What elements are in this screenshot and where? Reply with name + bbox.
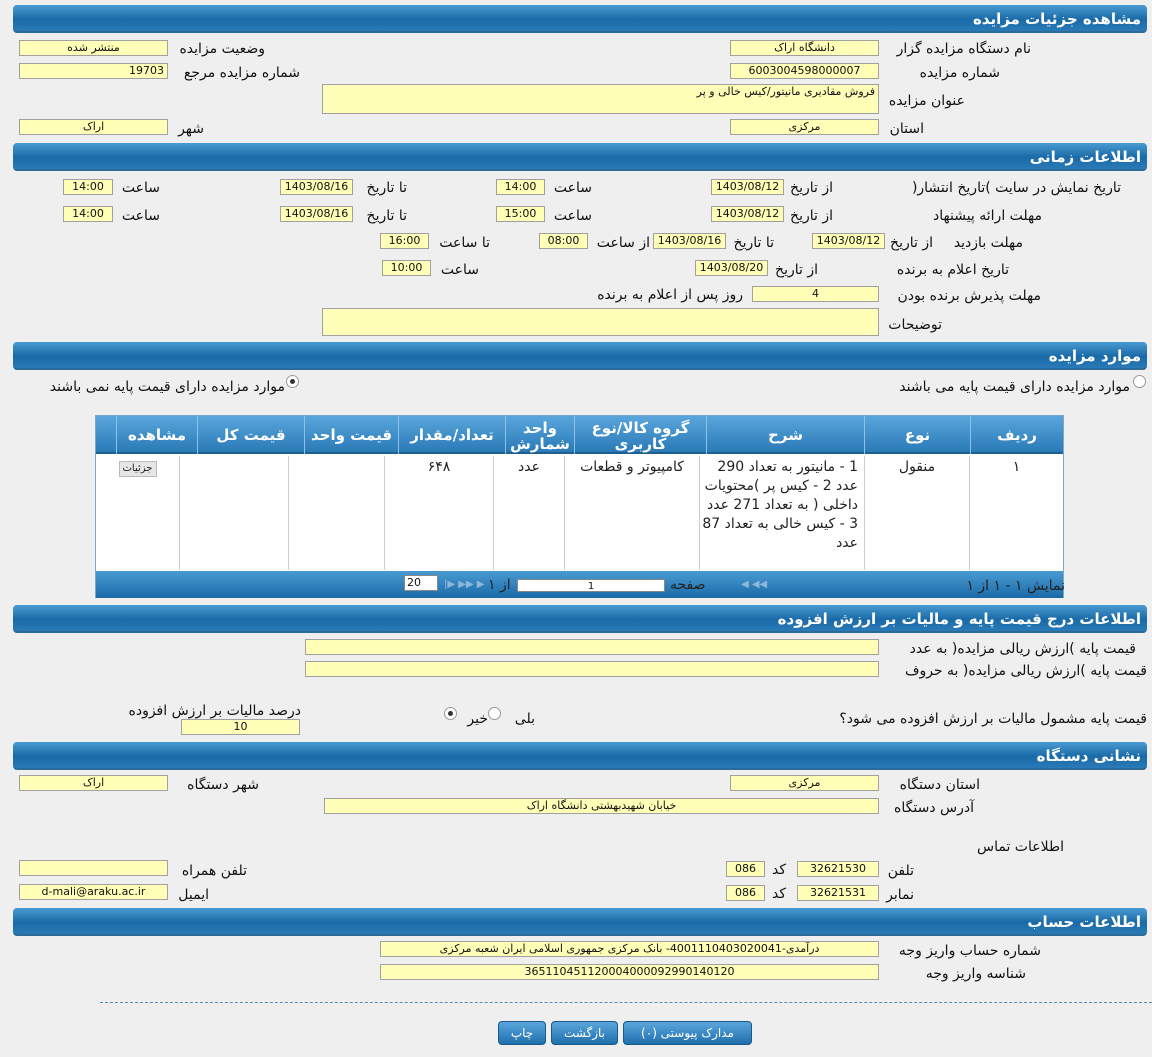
no-base-price-radio[interactable] — [286, 375, 299, 388]
pager-next-icons[interactable]: ◀◀ ◀ — [741, 579, 768, 590]
payment-id-label: شناسه واریز وجه — [925, 966, 1026, 982]
no-base-price-label: موارد مزایده دارای قیمت پایه نمی باشند — [49, 379, 285, 395]
section-header-org: نشانی دستگاه — [13, 742, 1147, 770]
pager-page-label: صفحه — [670, 577, 706, 593]
pager-prev-icons[interactable]: ▶ ▶▶ ▶| — [444, 579, 485, 590]
bid-time1-label: ساعت — [553, 208, 592, 224]
publish-to-field: 1403/08/16 — [280, 179, 353, 195]
account-no-field: درآمدی-4001110403020041- بانک مرکزی جمهوری اسلامی ایران شعبه مرکزی — [380, 941, 879, 957]
pager-page-input[interactable]: 1 — [517, 579, 665, 592]
vat-yes-radio[interactable] — [488, 707, 501, 720]
cell-type: منقول — [864, 456, 969, 570]
section-header-details: مشاهده جزئیات مزایده — [13, 5, 1147, 33]
org-province-field: مرکزی — [730, 775, 879, 791]
publish-time2-field: 14:00 — [63, 179, 113, 195]
acceptance-suffix: روز پس از اعلام به برنده — [597, 287, 743, 303]
visit-totime-field: 16:00 — [380, 233, 429, 249]
col-qty: تعداد/مقدار — [398, 416, 505, 454]
payment-id-field: 365110451120004000092990140120 — [380, 964, 879, 980]
col-desc: شرح — [706, 416, 864, 454]
org-address-field: خیابان شهیدبهشتی دانشگاه اراک — [324, 798, 879, 814]
visit-to-label: تا تاریخ — [733, 235, 774, 251]
city-field: اراک — [19, 119, 168, 135]
bid-time1-field: 15:00 — [496, 206, 545, 222]
email-label: ایمیل — [178, 887, 209, 903]
org-address-label: آدرس دستگاه — [894, 800, 974, 816]
bid-from-field: 1403/08/12 — [711, 206, 784, 222]
table-pager — [96, 571, 1063, 598]
cell-unit-price — [288, 456, 384, 570]
col-view: مشاهده — [116, 416, 197, 454]
vat-no-radio[interactable] — [444, 707, 457, 720]
section-header-items: موارد مزایده — [13, 342, 1147, 370]
bid-time2-label: ساعت — [121, 208, 160, 224]
fax-code-label: کد — [771, 886, 786, 902]
items-table-header — [96, 416, 1063, 454]
org-name-label: نام دستگاه مزایده گزار — [896, 41, 1031, 57]
pager-showing: نمایش ۱ - ۱ از ۱ — [966, 578, 1065, 594]
col-total: قیمت کل — [197, 416, 304, 454]
org-name-field: دانشگاه اراک — [730, 40, 879, 56]
visit-from-field: 1403/08/12 — [812, 233, 885, 249]
province-label: استان — [889, 121, 924, 137]
publish-time1-label: ساعت — [553, 180, 592, 196]
details-button[interactable]: جزئیات — [119, 461, 157, 477]
phone-code-label: کد — [771, 862, 786, 878]
acceptance-label: مهلت پذیرش برنده بودن — [897, 288, 1041, 304]
publish-date-label: تاریخ نمایش در سایت )تاریخ انتشار( — [911, 180, 1121, 196]
vat-pct-label: درصد مالیات بر ارزش افزوده — [128, 703, 301, 719]
city-label: شهر — [178, 121, 204, 137]
cell-total — [179, 456, 288, 570]
pager-of-label: از ۱ — [488, 577, 511, 593]
table-row — [96, 456, 1063, 570]
email-field: d-mali@araku.ac.ir — [19, 884, 168, 900]
title-label: عنوان مزایده — [888, 93, 965, 109]
title-field: فروش مقادیری مانیتور/کیس خالی و پر — [322, 84, 879, 114]
has-base-price-radio[interactable] — [1133, 375, 1146, 388]
col-type: نوع — [864, 416, 970, 454]
winner-announce-label: تاریخ اعلام به برنده — [896, 262, 1009, 278]
mobile-label: تلفن همراه — [181, 863, 247, 879]
acceptance-field: 4 — [752, 286, 879, 302]
account-no-label: شماره حساب واریز وجه — [898, 943, 1041, 959]
visit-from-label: از تاریخ — [890, 235, 933, 251]
vat-yes-label: بلی — [514, 711, 535, 727]
cell-group: کامپیوتر و قطعات — [564, 456, 699, 570]
docs-button[interactable]: مدارک پیوستی (۰) — [623, 1021, 752, 1045]
org-province-label: استان دستگاه — [899, 777, 980, 793]
col-row: ردیف — [970, 416, 1063, 454]
fax-code-field: 086 — [726, 885, 765, 901]
visit-fromtime-label: از ساعت — [596, 235, 650, 251]
cell-qty: ۶۴۸ — [384, 456, 493, 570]
visit-label: مهلت بازدید — [953, 235, 1023, 251]
base-num-field — [305, 639, 879, 655]
status-label: وضعیت مزایده — [179, 41, 265, 57]
province-field: مرکزی — [730, 119, 879, 135]
phone-field: 32621530 — [797, 861, 879, 877]
ref-no-field: 19703 — [19, 63, 168, 79]
auction-no-label: شماره مزایده — [919, 65, 1000, 81]
cell-unit: عدد — [493, 456, 564, 570]
org-city-field: اراک — [19, 775, 168, 791]
ref-no-label: شماره مزایده مرجع — [183, 65, 300, 81]
cell-row-no: ۱ — [969, 456, 1063, 570]
phone-code-field: 086 — [726, 861, 765, 877]
cell-view — [96, 456, 179, 570]
publish-time1-field: 14:00 — [496, 179, 545, 195]
col-unit: واحد شمارش — [505, 416, 574, 454]
print-button[interactable]: چاپ — [498, 1021, 546, 1045]
bid-deadline-label: مهلت ارائه پیشنهاد — [933, 208, 1042, 224]
org-city-label: شهر دستگاه — [187, 777, 259, 793]
mobile-field — [19, 860, 168, 876]
base-words-label: قیمت پایه )ارزش ریالی مزایده( به حروف — [904, 663, 1147, 679]
winner-time-field: 10:00 — [382, 260, 431, 276]
status-field: منتشر شده — [19, 40, 168, 56]
back-button[interactable]: بازگشت — [551, 1021, 618, 1045]
publish-time2-label: ساعت — [121, 180, 160, 196]
publish-to-label: تا تاریخ — [366, 180, 407, 196]
vat-question: قیمت پایه مشمول مالیات بر ارزش افزوده می شود؟ — [839, 711, 1147, 727]
section-header-price: اطلاعات درج قیمت پایه و مالیات بر ارزش افزوده — [13, 605, 1147, 633]
pager-size-input[interactable]: 20 — [404, 575, 438, 591]
bid-to-label: تا تاریخ — [366, 208, 407, 224]
items-table — [95, 415, 1064, 598]
fax-label: نمابر — [886, 887, 914, 903]
phone-label: تلفن — [887, 863, 914, 879]
contact-label: اطلاعات تماس — [977, 839, 1064, 855]
base-words-field — [305, 661, 879, 677]
section-header-account: اطلاعات حساب — [13, 908, 1147, 936]
winner-from-field: 1403/08/20 — [695, 260, 768, 276]
auction-no-field: 6003004598000007 — [730, 63, 879, 79]
vat-no-label: خیر — [467, 711, 488, 727]
fax-field: 32621531 — [797, 885, 879, 901]
base-num-label: قیمت پایه )ارزش ریالی مزایده( به عدد — [909, 641, 1136, 657]
notes-field — [322, 308, 879, 336]
col-unit-price: قیمت واحد — [304, 416, 398, 454]
visit-to-field: 1403/08/16 — [653, 233, 726, 249]
bid-time2-field: 14:00 — [63, 206, 113, 222]
publish-from-field: 1403/08/12 — [711, 179, 784, 195]
has-base-price-label: موارد مزایده دارای قیمت پایه می باشند — [899, 379, 1130, 395]
winner-time-label: ساعت — [440, 262, 479, 278]
section-header-time: اطلاعات زمانی — [13, 143, 1147, 171]
bid-from-label: از تاریخ — [790, 208, 833, 224]
divider — [100, 1002, 1152, 1003]
visit-fromtime-field: 08:00 — [539, 233, 588, 249]
notes-label: توضیحات — [888, 317, 942, 333]
bid-to-field: 1403/08/16 — [280, 206, 353, 222]
vat-pct-field: 10 — [181, 719, 300, 735]
winner-from-label: از تاریخ — [775, 262, 818, 278]
publish-from-label: از تاریخ — [790, 180, 833, 196]
cell-desc: 1 - مانیتور به تعداد 290 عدد 2 - کیس پر )محتویات داخلی ( به تعداد 271 عدد 3 - کیس خالی به تعداد 87 عدد — [699, 456, 864, 570]
visit-totime-label: تا ساعت — [439, 235, 490, 251]
col-group: گروه کالا/نوع کاربری — [574, 416, 706, 454]
